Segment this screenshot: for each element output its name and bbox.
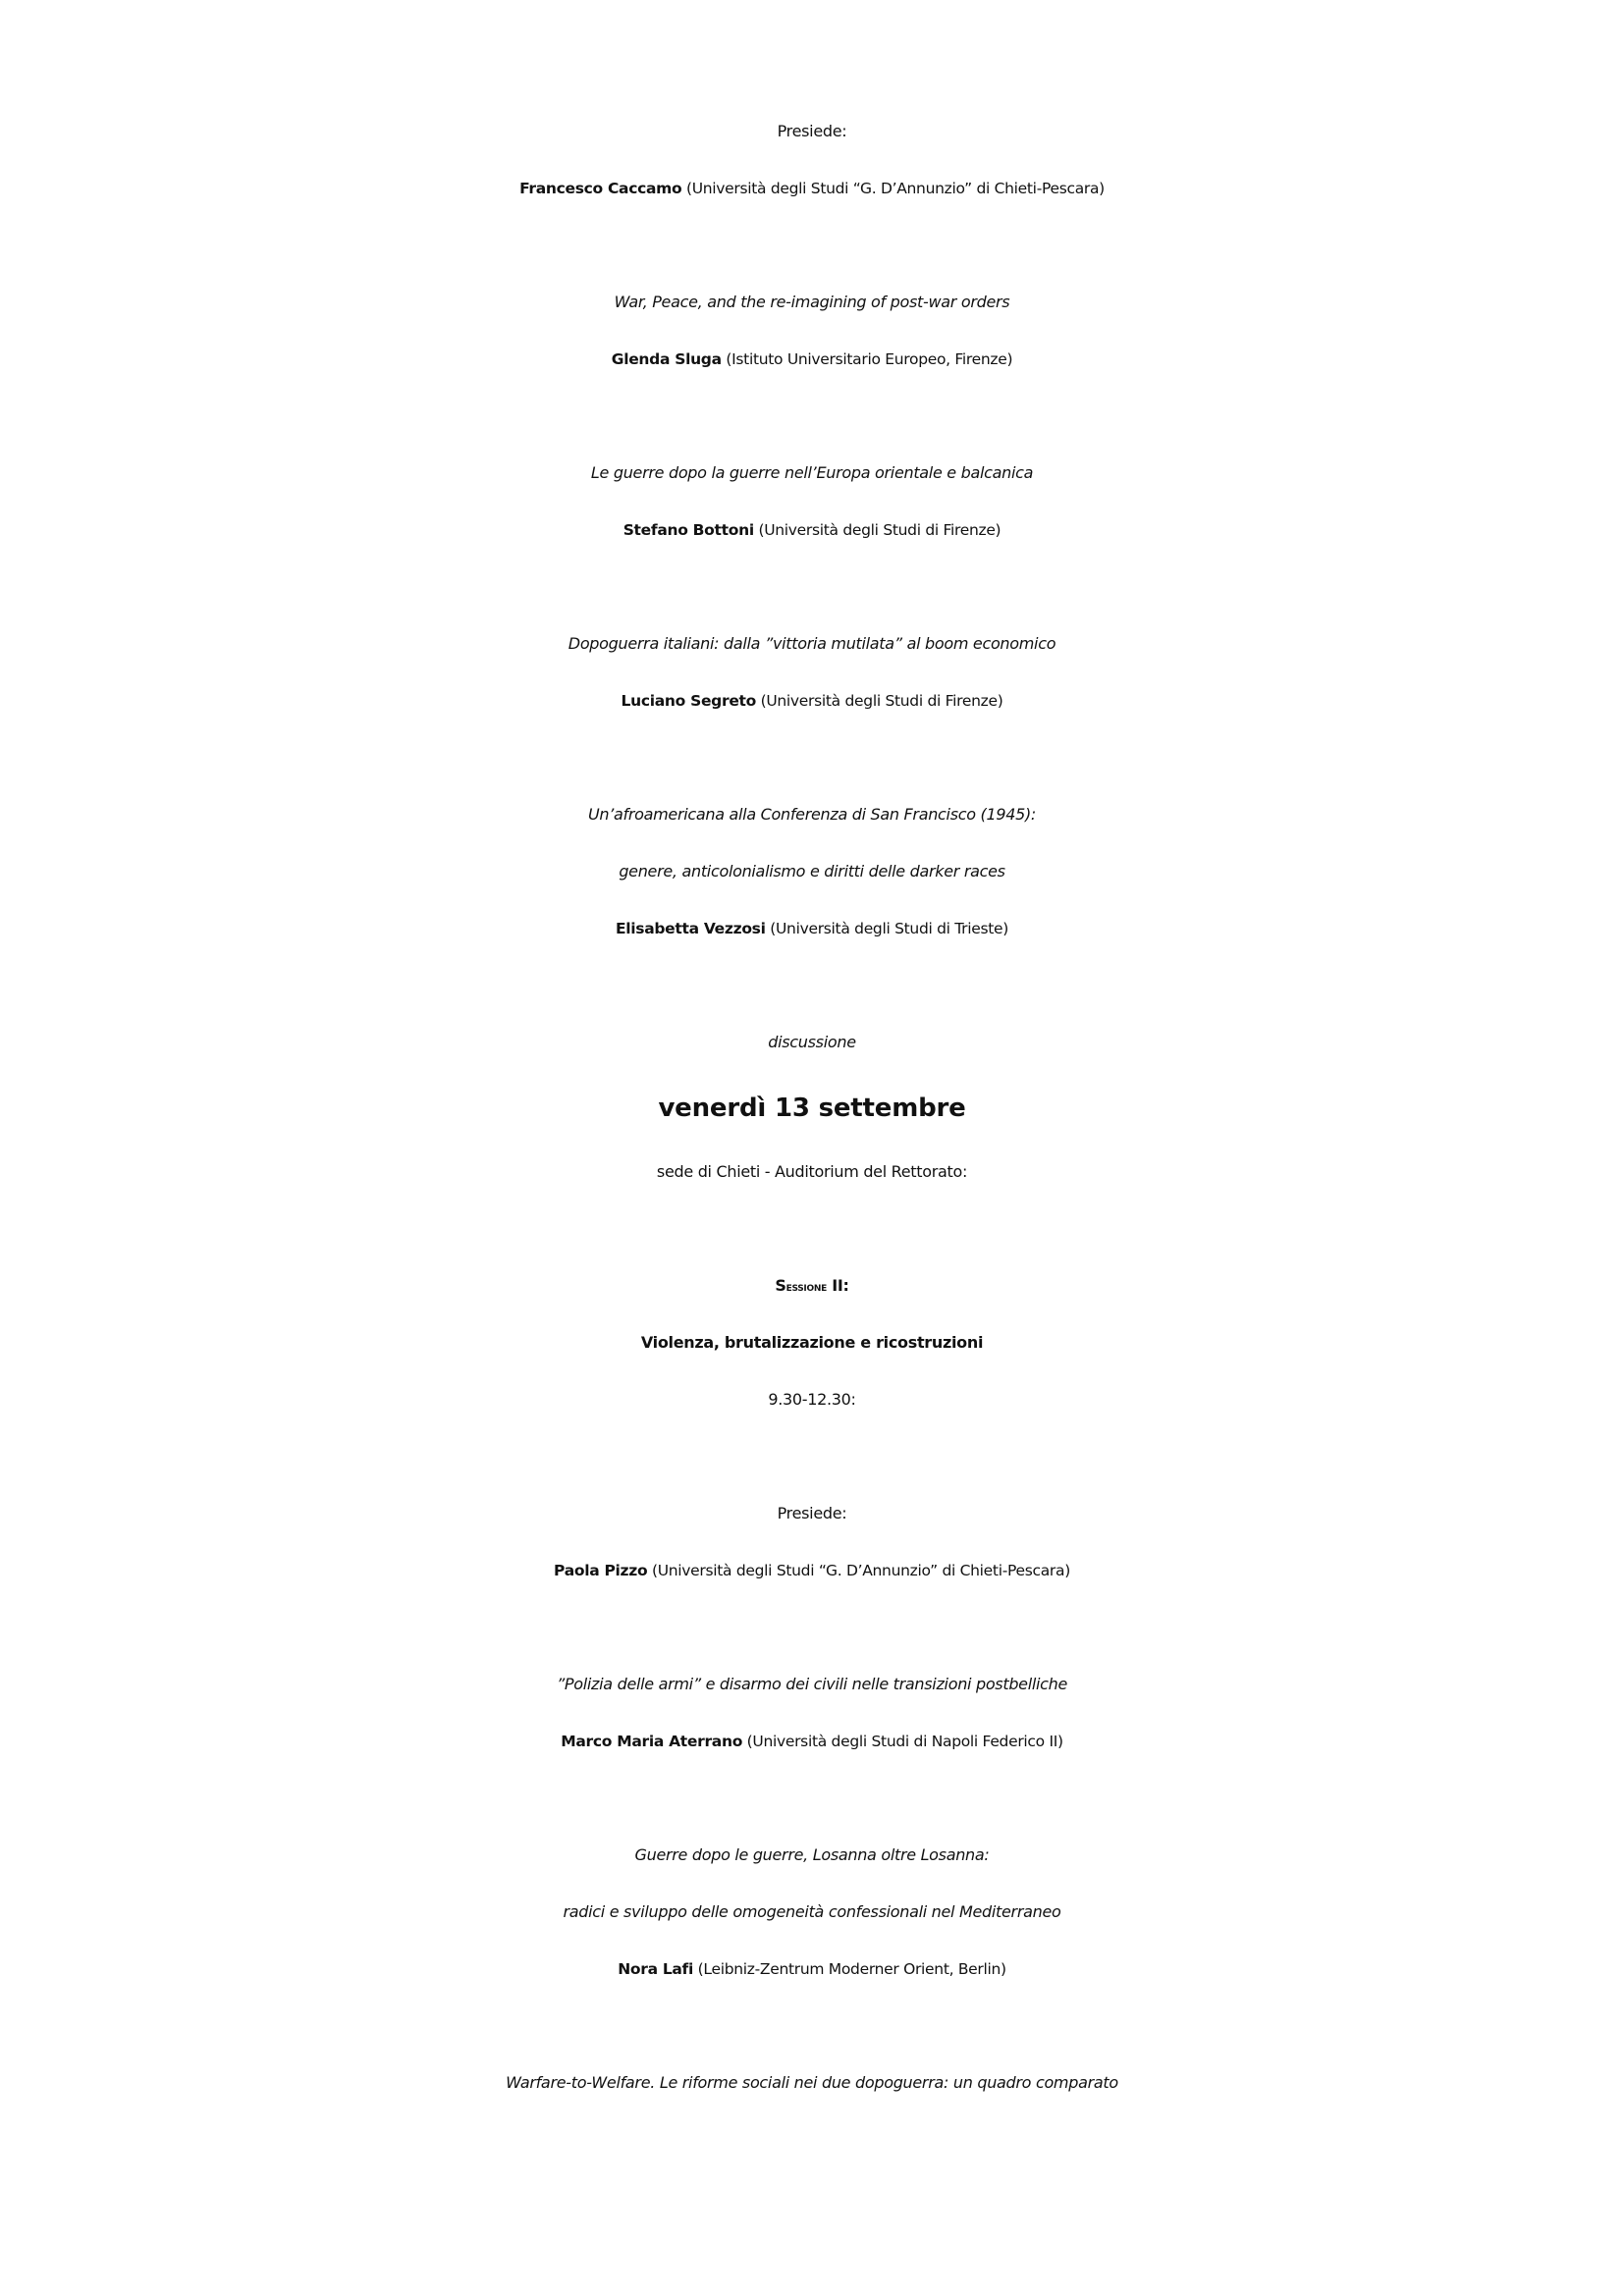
chair-affiliation: (Università degli Studi “G. D’Annunzio” di Chieti-Pescara) (647, 1562, 1070, 1579)
talk-title: radici e sviluppo delle omogeneità confessionali nel Mediterraneo (563, 1902, 1061, 1921)
talk-title: Dopoguerra italiani: dalla ”vittoria mutilata” al boom economico (568, 634, 1056, 653)
chair-name: Francesco Caccamo (519, 180, 682, 197)
session-label-rest: ESSIONE (785, 1284, 827, 1294)
chair-name: Paola Pizzo (554, 1562, 648, 1579)
speaker-line (0, 909, 1624, 948)
speaker-affiliation: (Università degli Studi di Trieste) (765, 920, 1009, 937)
speaker-affiliation: (Università degli Studi di Napoli Federico II) (742, 1733, 1063, 1750)
speaker-line (0, 1722, 1624, 1761)
speaker-affiliation: (Università degli Studi di Firenze) (753, 521, 1001, 539)
session-theme: Violenza, brutalizzazione e ricostruzioni (640, 1333, 984, 1352)
speaker-name: Elisabetta Vezzosi (615, 920, 766, 937)
talk-title: Warfare-to-Welfare. Le riforme sociali nei due dopoguerra: un quadro comparato (506, 2073, 1118, 2092)
discussion-label: discussione (768, 1033, 856, 1051)
venue: sede di Chieti - Auditorium del Rettorato: (656, 1162, 968, 1181)
speaker-name: Nora Lafi (618, 1960, 694, 1978)
speaker-affiliation: (Leibniz-Zentrum Moderner Orient, Berlin) (693, 1960, 1006, 1978)
speaker-name: Glenda Sluga (611, 350, 722, 368)
day-date: venerdì 13 settembre (658, 1094, 966, 1123)
speaker-name: Stefano Bottoni (623, 521, 754, 539)
chair-affiliation: (Università degli Studi “G. D’Annunzio” di Chieti-Pescara) (681, 180, 1105, 197)
speaker-name: Marco Maria Aterrano (561, 1733, 743, 1750)
chair-line (0, 169, 1624, 208)
talk-title: Un’afroamericana alla Conferenza di San Francisco (1945): (588, 805, 1036, 824)
chair-label: Presiede: (777, 1504, 847, 1522)
talk-title: Le guerre dopo la guerre nell’Europa orientale e balcanica (590, 463, 1034, 482)
talk-title: War, Peace, and the re-imagining of post-war orders (614, 293, 1010, 311)
speaker-affiliation: (Università degli Studi di Firenze) (755, 692, 1003, 710)
speaker-affiliation: (Istituto Universitario Europeo, Firenze) (721, 350, 1013, 368)
chair-line (0, 1551, 1624, 1590)
speaker-name: Luciano Segreto (621, 692, 756, 710)
talk-title: Guerre dopo le guerre, Losanna oltre Losanna: (634, 1845, 990, 1864)
speaker-line (0, 681, 1624, 721)
session-heading (0, 1266, 1624, 1308)
session-label-number: II: (826, 1276, 849, 1295)
speaker-line (0, 340, 1624, 379)
session-time: 9.30-12.30: (768, 1390, 856, 1409)
talk-title: genere, anticolonialismo e diritti delle darker races (619, 862, 1005, 881)
session-label-initial: S (775, 1276, 786, 1295)
chair-label: Presiede: (777, 122, 847, 140)
talk-title: ”Polizia delle armi” e disarmo dei civili nelle transizioni postbelliche (556, 1675, 1068, 1693)
speaker-line (0, 510, 1624, 550)
speaker-line (0, 1949, 1624, 1989)
